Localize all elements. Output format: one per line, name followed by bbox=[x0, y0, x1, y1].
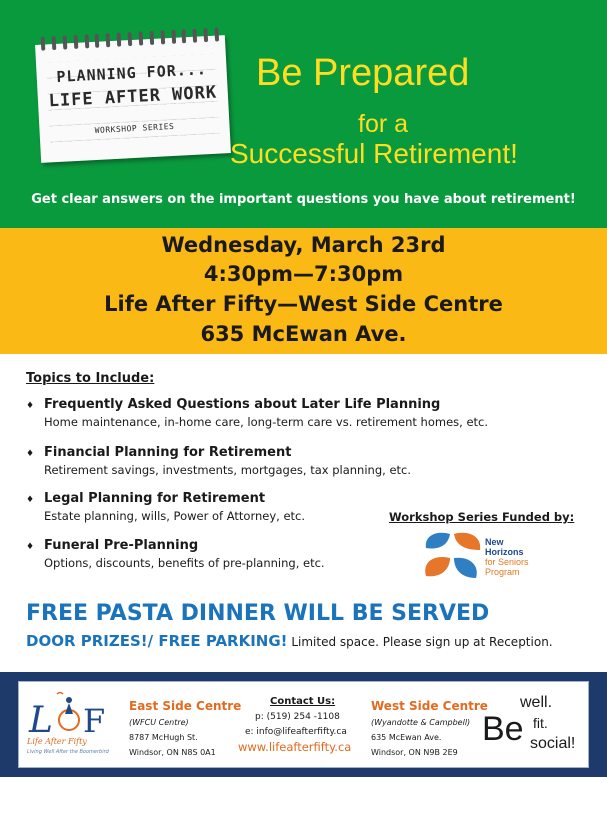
event-date: Wednesday, March 23rd bbox=[161, 233, 446, 257]
contact-heading: Contact Us: bbox=[270, 696, 336, 707]
topic-desc: Home maintenance, in-home care, long-term care vs. retirement homes, etc. bbox=[44, 415, 489, 429]
slogan-social: social! bbox=[530, 735, 576, 752]
notepad-line-2: LIFE AFTER WORK bbox=[48, 82, 218, 112]
svg-text:F: F bbox=[83, 702, 106, 740]
topics-heading: Topics to Include: bbox=[26, 371, 155, 386]
west-centre-title: West Side Centre bbox=[371, 699, 488, 713]
slogan-be: Be bbox=[482, 710, 524, 748]
west-centre-line-1: (Wyandotte & Campbell) bbox=[371, 718, 471, 727]
promo-line bbox=[26, 631, 553, 650]
topic-title: Funeral Pre-Planning bbox=[44, 538, 199, 553]
diamond-bullet-icon: ♦ bbox=[26, 449, 35, 459]
tagline: Get clear answers on the important questions you have about retirement! bbox=[31, 192, 576, 207]
logo-name: Life After Fifty bbox=[27, 737, 87, 746]
website-link[interactable]: www.lifeafterfifty.ca bbox=[238, 740, 352, 754]
event-time: 4:30pm—7:30pm bbox=[203, 262, 404, 286]
headline-successful-retirement: Successful Retirement! bbox=[230, 138, 518, 169]
topic-title: Frequently Asked Questions about Later Life Planning bbox=[44, 397, 441, 412]
notepad-graphic bbox=[35, 35, 231, 163]
free-dinner-headline: FREE PASTA DINNER WILL BE SERVED bbox=[26, 601, 490, 626]
east-centre-line-1: (WFCU Centre) bbox=[129, 718, 189, 727]
door-prizes-text: DOOR PRIZES!/ FREE PARKING! bbox=[26, 632, 288, 650]
funded-by-heading: Workshop Series Funded by: bbox=[389, 510, 575, 524]
east-centre-title: East Side Centre bbox=[129, 699, 242, 713]
west-centre-line-3: Windsor, ON N9B 2E9 bbox=[371, 748, 458, 757]
new-horizons-logo-icon bbox=[420, 528, 490, 586]
svg-text:L: L bbox=[29, 700, 53, 741]
event-address: 635 McEwan Ave. bbox=[200, 322, 407, 346]
east-centre-line-2: 8787 McHugh St. bbox=[129, 733, 198, 742]
new-horizons-text: New Horizons for Seniors Program bbox=[485, 537, 529, 577]
topic-title: Financial Planning for Retirement bbox=[44, 445, 292, 460]
topic-desc: Options, discounts, benefits of pre-planning, etc. bbox=[44, 556, 325, 570]
contact-phone: p: (519) 254 -1108 bbox=[255, 712, 340, 722]
notepad-line-3: WORKSHOP SERIES bbox=[94, 121, 175, 136]
topic-desc: Retirement savings, investments, mortgages, tax planning, etc. bbox=[44, 463, 412, 477]
diamond-bullet-icon: ♦ bbox=[26, 542, 35, 552]
headline-be-prepared: Be Prepared bbox=[256, 52, 470, 94]
notepad-line-1: PLANNING FOR... bbox=[56, 60, 208, 86]
topic-title: Legal Planning for Retirement bbox=[44, 491, 266, 506]
diamond-bullet-icon: ♦ bbox=[26, 401, 35, 411]
logo-tagline: Living Well After the Boomerbird bbox=[27, 749, 109, 755]
contact-email[interactable]: e: info@lifeafterfifty.ca bbox=[245, 727, 347, 737]
slogan-fit: fit. bbox=[533, 715, 548, 731]
diamond-bullet-icon: ♦ bbox=[26, 495, 35, 505]
topic-desc: Estate planning, wills, Power of Attorney, etc. bbox=[44, 509, 306, 523]
slogan-well: well. bbox=[520, 694, 553, 711]
west-centre-line-2: 635 McEwan Ave. bbox=[371, 733, 442, 742]
signup-note: Limited space. Please sign up at Reception. bbox=[287, 635, 553, 649]
headline-for-a: for a bbox=[358, 110, 409, 138]
east-centre-line-3: Windsor, ON N8S 0A1 bbox=[129, 748, 216, 757]
event-venue: Life After Fifty—West Side Centre bbox=[104, 292, 503, 316]
